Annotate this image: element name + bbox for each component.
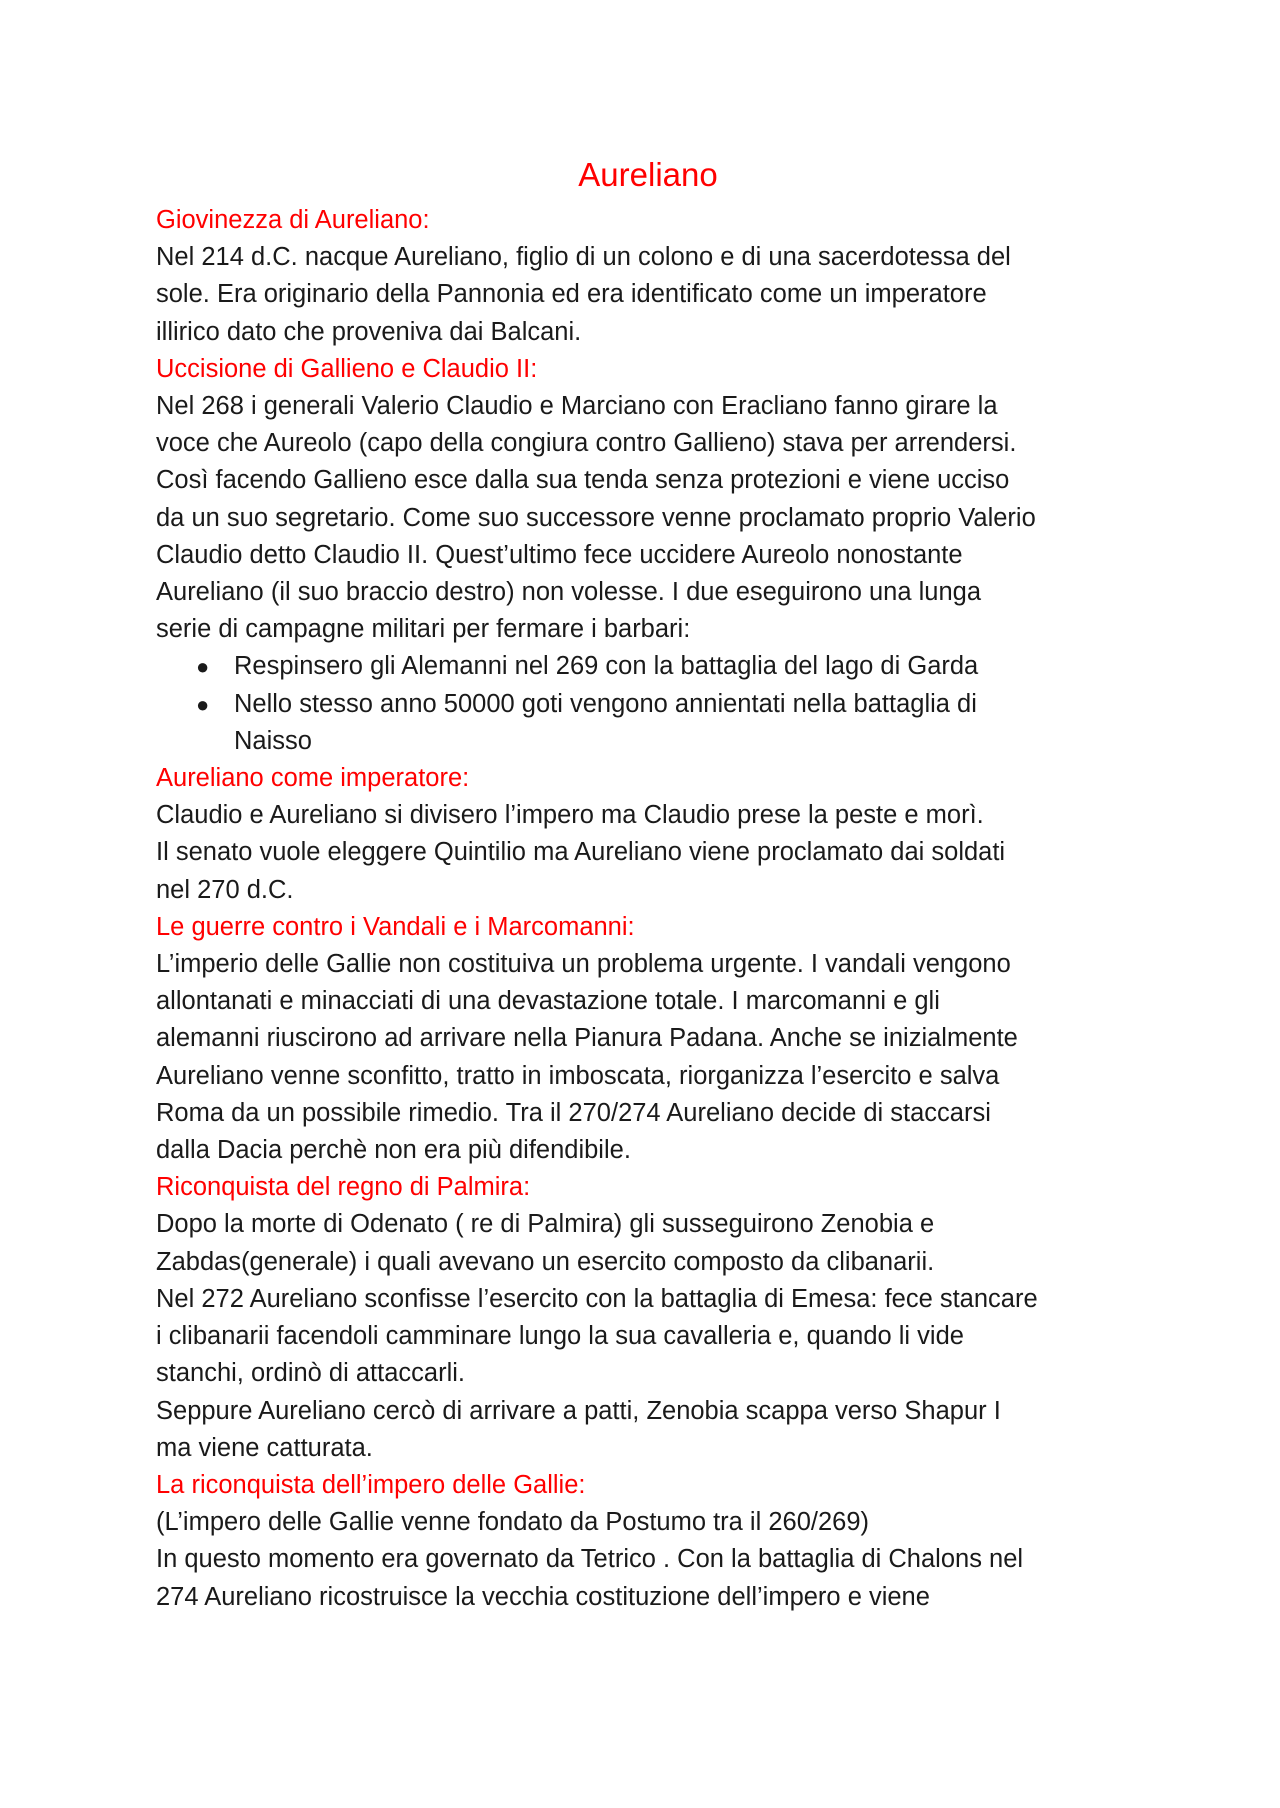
body-paragraph — [156, 1393, 1140, 1467]
text-line: dalla Dacia perchè non era più difendibile. — [156, 1136, 631, 1165]
list-item — [194, 648, 1140, 685]
body-paragraph — [156, 797, 1140, 834]
list-item — [194, 686, 1140, 760]
text-line: Aureliano venne sconfitto, tratto in imboscata, riorganizza l’esercito e salva — [156, 1061, 1000, 1090]
text-line: Naisso — [234, 726, 312, 755]
body-paragraph — [156, 239, 1140, 351]
document-section — [156, 202, 1140, 351]
body-paragraph — [156, 1541, 1140, 1615]
text-line: Nello stesso anno 50000 goti vengono annientati nella battaglia di — [234, 689, 977, 718]
text-line: Nel 272 Aureliano sconfisse l’esercito con la battaglia di Emesa: fece stancare — [156, 1284, 1038, 1313]
text-line: Roma da un possibile rimedio. Tra il 270/274 Aureliano decide di staccarsi — [156, 1098, 991, 1127]
body-paragraph — [156, 388, 1140, 648]
text-line: In questo momento era governato da Tetrico . Con la battaglia di Chalons nel — [156, 1545, 1024, 1574]
text-line: nel 270 d.C. — [156, 875, 294, 904]
text-line: i clibanarii facendoli camminare lungo la sua cavalleria e, quando li vide — [156, 1322, 964, 1351]
section-heading: Giovinezza di Aureliano: — [156, 206, 430, 234]
body-paragraph — [156, 1206, 1140, 1280]
body-paragraph — [156, 946, 1140, 1169]
text-line: illirico dato che proveniva dai Balcani. — [156, 317, 582, 346]
text-line: da un suo segretario. Come suo successore venne proclamato proprio Valerio — [156, 503, 1036, 532]
text-line: stanchi, ordinò di attaccarli. — [156, 1359, 465, 1388]
text-line: voce che Aureolo (capo della congiura contro Gallieno) stava per arrendersi. — [156, 429, 1017, 458]
section-heading: Riconquista del regno di Palmira: — [156, 1173, 531, 1202]
section-heading: Uccisione di Gallieno e Claudio II: — [156, 354, 538, 383]
document-section — [156, 1467, 1140, 1616]
text-line: Nel 268 i generali Valerio Claudio e Marciano con Eracliano fanno girare la — [156, 392, 998, 421]
text-line: 274 Aureliano ricostruisce la vecchia costituzione dell’impero e viene — [156, 1582, 930, 1611]
text-line: Aureliano (il suo braccio destro) non volesse. I due eseguirono una lunga — [156, 578, 982, 607]
text-line: L’imperio delle Gallie non costituiva un problema urgente. I vandali vengono — [156, 950, 1011, 979]
text-line: Il senato vuole eleggere Quintilio ma Aureliano viene proclamato dai soldati — [156, 838, 1006, 867]
text-line: serie di campagne militari per fermare i barbari: — [156, 615, 691, 644]
bullet-icon: ● — [196, 654, 210, 680]
text-line: Seppure Aureliano cercò di arrivare a patti, Zenobia scappa verso Shapur I — [156, 1396, 1001, 1425]
text-line: sole. Era originario della Pannonia ed era identificato come un imperatore — [156, 280, 987, 309]
document-body — [156, 202, 1140, 1616]
bullet-list — [156, 648, 1140, 760]
bullet-icon: ● — [196, 691, 210, 717]
text-line: Nel 214 d.C. nacque Aureliano, figlio di un colono e di una sacerdotessa del — [156, 243, 1011, 272]
section-heading: La riconquista dell’impero delle Gallie: — [156, 1470, 586, 1499]
text-line: (L’impero delle Gallie venne fondato da Postumo tra il 260/269) — [156, 1508, 870, 1537]
section-heading: Le guerre contro i Vandali e i Marcomanni: — [156, 912, 635, 941]
text-line: Claudio detto Claudio II. Quest’ultimo fece uccidere Aureolo nonostante — [156, 540, 963, 569]
document-section — [156, 909, 1140, 1169]
text-line: Zabdas(generale) i quali avevano un esercito composto da clibanarii. — [156, 1247, 935, 1276]
text-line: Così facendo Gallieno esce dalla sua tenda senza protezioni e viene ucciso — [156, 466, 1010, 495]
page-title: Aureliano — [578, 156, 718, 193]
text-line: Dopo la morte di Odenato ( re di Palmira) gli susseguirono Zenobia e — [156, 1210, 935, 1239]
text-line: Claudio e Aureliano si divisero l’impero ma Claudio prese la peste e morì. — [156, 801, 984, 830]
text-line: allontanati e minacciati di una devastazione totale. I marcomanni e gli — [156, 987, 940, 1016]
section-heading: Aureliano come imperatore: — [156, 764, 470, 793]
text-line: ma viene catturata. — [156, 1433, 373, 1462]
text-line: Respinsero gli Alemanni nel 269 con la battaglia del lago di Garda — [234, 652, 979, 681]
body-paragraph — [156, 834, 1140, 908]
document-section — [156, 760, 1140, 909]
document-page — [156, 150, 1140, 1616]
text-line: alemanni riuscirono ad arrivare nella Pianura Padana. Anche se inizialmente — [156, 1024, 1018, 1053]
document-section — [156, 1169, 1140, 1467]
body-paragraph — [156, 1281, 1140, 1393]
body-paragraph — [156, 1504, 1140, 1541]
document-section — [156, 351, 1140, 760]
